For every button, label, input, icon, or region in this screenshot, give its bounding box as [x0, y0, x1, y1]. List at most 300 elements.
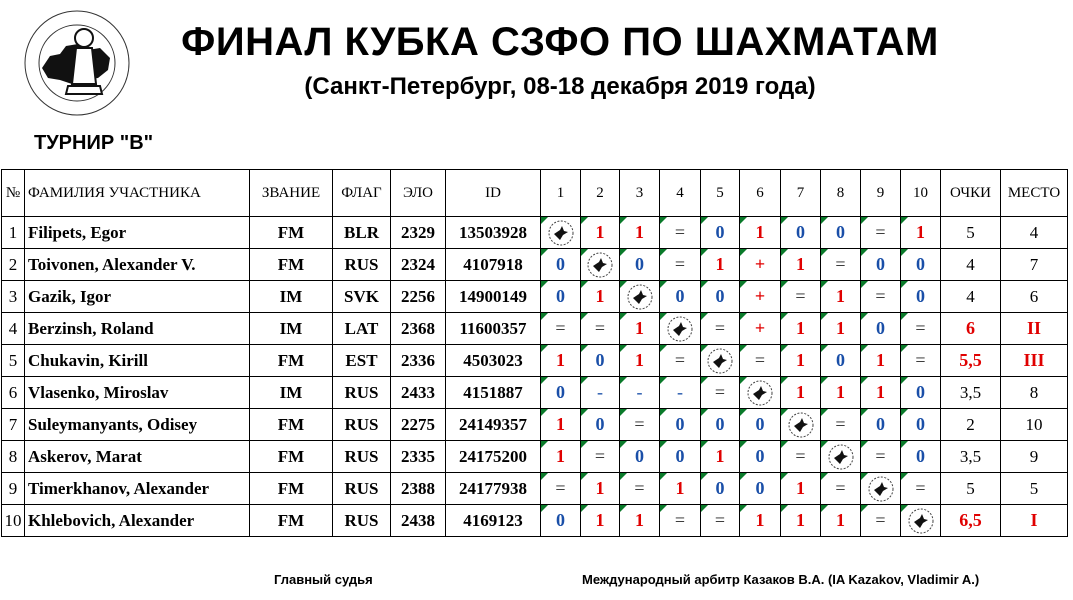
- corner-marker: [660, 249, 667, 256]
- corner-marker: [701, 345, 708, 352]
- corner-marker: [821, 249, 828, 256]
- player-flag: RUS: [333, 441, 391, 473]
- corner-marker: [901, 505, 908, 512]
- result-value: 1: [755, 222, 765, 242]
- result-value: 1: [675, 478, 685, 498]
- corner-marker: [821, 505, 828, 512]
- result-cell: [581, 505, 620, 537]
- player-title: IM: [250, 313, 333, 345]
- result-value: 1: [595, 286, 605, 306]
- result-cell: [861, 409, 901, 441]
- corner-marker: [660, 313, 667, 320]
- result-cell: [861, 313, 901, 345]
- corner-marker: [861, 473, 868, 480]
- player-flag: BLR: [333, 217, 391, 249]
- self-game-icon: [868, 476, 894, 502]
- result-cell: [781, 473, 821, 505]
- player-title: IM: [250, 377, 333, 409]
- result-value: 1: [595, 478, 605, 498]
- self-game-cell: [581, 249, 620, 281]
- result-value: 0: [556, 286, 565, 306]
- result-value: 1: [796, 478, 805, 498]
- result-cell: [541, 281, 581, 313]
- corner-marker: [740, 505, 747, 512]
- corner-marker: [541, 345, 548, 352]
- result-value: 1: [876, 350, 885, 370]
- corner-marker: [781, 249, 788, 256]
- self-game-cell: [861, 473, 901, 505]
- player-id: 4169123: [446, 505, 541, 537]
- player-elo: 2433: [391, 377, 446, 409]
- corner-marker: [581, 377, 588, 384]
- player-elo: 2335: [391, 441, 446, 473]
- result-cell: [541, 377, 581, 409]
- result-cell: [901, 473, 941, 505]
- result-cell: [620, 505, 660, 537]
- result-value: -: [597, 382, 603, 402]
- result-cell: [701, 505, 740, 537]
- corner-marker: [581, 473, 588, 480]
- result-cell: [581, 441, 620, 473]
- player-flag: RUS: [333, 249, 391, 281]
- result-cell: [620, 249, 660, 281]
- player-name: Toivonen, Alexander V.: [25, 249, 250, 281]
- player-points: 4: [941, 249, 1001, 281]
- result-value: 0: [715, 414, 725, 434]
- corner-marker: [861, 409, 868, 416]
- result-cell: [740, 473, 781, 505]
- player-title: FM: [250, 409, 333, 441]
- result-cell: [901, 249, 941, 281]
- row-num: 9: [2, 473, 25, 505]
- result-value: =: [555, 318, 566, 338]
- result-value: =: [915, 478, 926, 498]
- player-elo: 2275: [391, 409, 446, 441]
- result-value: 0: [755, 478, 765, 498]
- corner-marker: [861, 441, 868, 448]
- corner-marker: [620, 473, 627, 480]
- table-row: [2, 281, 1068, 313]
- corner-marker: [701, 313, 708, 320]
- player-id: 24149357: [446, 409, 541, 441]
- result-value: 0: [556, 382, 565, 402]
- player-elo: 2388: [391, 473, 446, 505]
- table-row: [2, 217, 1068, 249]
- corner-marker: [660, 441, 667, 448]
- result-cell: [660, 377, 701, 409]
- corner-marker: [541, 409, 548, 416]
- corner-marker: [861, 281, 868, 288]
- player-points: 5: [941, 473, 1001, 505]
- corner-marker: [781, 409, 788, 416]
- player-name: Khlebovich, Alexander: [25, 505, 250, 537]
- player-id: 4151887: [446, 377, 541, 409]
- row-num: 3: [2, 281, 25, 313]
- player-place: 7: [1001, 249, 1068, 281]
- player-name: Askerov, Marat: [25, 441, 250, 473]
- chief-arbiter-label: Главный судья: [274, 572, 373, 587]
- result-value: 1: [876, 382, 885, 402]
- player-place: 4: [1001, 217, 1068, 249]
- player-flag: RUS: [333, 473, 391, 505]
- result-cell: [861, 505, 901, 537]
- header-place: МЕСТО: [1001, 170, 1068, 217]
- self-game-icon: [788, 412, 814, 438]
- self-game-cell: [901, 505, 941, 537]
- corner-marker: [740, 441, 747, 448]
- player-place: 5: [1001, 473, 1068, 505]
- corner-marker: [740, 377, 747, 384]
- result-value: 0: [796, 222, 805, 242]
- player-title: FM: [250, 217, 333, 249]
- corner-marker: [541, 249, 548, 256]
- table-row: [2, 313, 1068, 345]
- result-cell: [901, 313, 941, 345]
- player-place: III: [1001, 345, 1068, 377]
- player-elo: 2329: [391, 217, 446, 249]
- result-cell: [821, 217, 861, 249]
- corner-marker: [581, 281, 588, 288]
- corner-marker: [541, 473, 548, 480]
- tournament-label: ТУРНИР "В": [34, 132, 154, 154]
- result-value: =: [594, 446, 606, 466]
- result-cell: [861, 281, 901, 313]
- self-game-cell: [740, 377, 781, 409]
- result-value: 1: [796, 318, 805, 338]
- corner-marker: [821, 217, 828, 224]
- corner-marker: [781, 473, 788, 480]
- result-cell: [660, 281, 701, 313]
- result-value: =: [915, 350, 926, 370]
- result-cell: [581, 217, 620, 249]
- player-points: 3,5: [941, 377, 1001, 409]
- result-cell: [740, 281, 781, 313]
- corner-marker: [821, 345, 828, 352]
- corner-marker: [541, 217, 548, 224]
- page-subtitle: (Санкт-Петербург, 08-18 декабря 2019 года): [304, 73, 816, 100]
- player-points: 2: [941, 409, 1001, 441]
- result-value: 0: [876, 318, 885, 338]
- corner-marker: [821, 313, 828, 320]
- result-cell: [620, 473, 660, 505]
- header-elo: ЭЛО: [391, 170, 446, 217]
- player-title: FM: [250, 249, 333, 281]
- player-points: 6,5: [941, 505, 1001, 537]
- corner-marker: [660, 505, 667, 512]
- result-value: 1: [836, 286, 845, 306]
- table-row: [2, 473, 1068, 505]
- player-name: Gazik, Igor: [25, 281, 250, 313]
- header-round: 9: [861, 170, 901, 217]
- result-value: -: [636, 382, 643, 402]
- result-value: 0: [876, 254, 885, 274]
- result-cell: [740, 249, 781, 281]
- corner-marker: [620, 377, 627, 384]
- result-value: 0: [675, 414, 685, 434]
- corner-marker: [581, 313, 588, 320]
- result-cell: [541, 313, 581, 345]
- result-value: 1: [755, 510, 765, 530]
- corner-marker: [541, 505, 548, 512]
- corner-marker: [781, 377, 788, 384]
- result-cell: [821, 313, 861, 345]
- result-value: =: [594, 318, 606, 338]
- result-cell: [781, 249, 821, 281]
- self-game-icon: [587, 252, 613, 278]
- player-title: FM: [250, 345, 333, 377]
- corner-marker: [781, 313, 788, 320]
- result-cell: [861, 377, 901, 409]
- chess-pawn-icon: [75, 29, 93, 47]
- result-value: 0: [916, 414, 925, 434]
- result-value: 1: [836, 510, 845, 530]
- header-round: 10: [901, 170, 941, 217]
- result-cell: [620, 217, 660, 249]
- header-points: ОЧКИ: [941, 170, 1001, 217]
- result-value: 1: [836, 382, 845, 402]
- header-flag: ФЛАГ: [333, 170, 391, 217]
- corner-marker: [901, 409, 908, 416]
- player-points: 6: [941, 313, 1001, 345]
- corner-marker: [901, 217, 908, 224]
- corner-marker: [541, 377, 548, 384]
- result-cell: [660, 217, 701, 249]
- corner-marker: [701, 505, 708, 512]
- corner-marker: [581, 409, 588, 416]
- self-game-icon: [828, 444, 854, 470]
- corner-marker: [821, 281, 828, 288]
- self-game-icon: [707, 348, 733, 374]
- corner-marker: [740, 217, 747, 224]
- player-flag: RUS: [333, 409, 391, 441]
- result-value: 1: [556, 350, 565, 370]
- result-cell: [541, 473, 581, 505]
- corner-marker: [901, 473, 908, 480]
- result-value: =: [835, 478, 846, 498]
- player-points: 5: [941, 217, 1001, 249]
- player-elo: 2368: [391, 313, 446, 345]
- result-cell: [660, 505, 701, 537]
- corner-marker: [581, 441, 588, 448]
- result-value: =: [835, 254, 846, 274]
- corner-marker: [660, 217, 667, 224]
- result-value: 0: [635, 254, 644, 274]
- crosstable: [1, 169, 1068, 537]
- player-title: IM: [250, 281, 333, 313]
- result-cell: [740, 217, 781, 249]
- corner-marker: [901, 377, 908, 384]
- player-id: 13503928: [446, 217, 541, 249]
- arbiter-name: Международный арбитр Казаков В.А. (IA Kazakov, Vladimir A.): [582, 572, 980, 587]
- result-value: =: [714, 510, 726, 530]
- result-cell: [581, 473, 620, 505]
- corner-marker: [620, 441, 627, 448]
- corner-marker: [620, 281, 627, 288]
- row-num: 1: [2, 217, 25, 249]
- result-cell: [701, 249, 740, 281]
- header-round: 7: [781, 170, 821, 217]
- result-cell: [701, 441, 740, 473]
- corner-marker: [901, 249, 908, 256]
- table-row: [2, 377, 1068, 409]
- corner-marker: [620, 505, 627, 512]
- result-cell: [901, 217, 941, 249]
- player-id: 24175200: [446, 441, 541, 473]
- corner-marker: [901, 441, 908, 448]
- result-value: 0: [635, 446, 644, 466]
- player-name: Chukavin, Kirill: [25, 345, 250, 377]
- result-value: 0: [876, 414, 885, 434]
- row-num: 7: [2, 409, 25, 441]
- result-value: =: [875, 510, 886, 530]
- result-cell: [901, 409, 941, 441]
- result-value: 1: [836, 318, 845, 338]
- result-value: +: [754, 286, 766, 306]
- result-value: 0: [836, 350, 845, 370]
- result-cell: [781, 505, 821, 537]
- corner-marker: [861, 313, 868, 320]
- header-round: 3: [620, 170, 660, 217]
- result-value: 1: [595, 222, 605, 242]
- corner-marker: [740, 345, 747, 352]
- result-value: 1: [556, 446, 565, 466]
- corner-marker: [861, 249, 868, 256]
- corner-marker: [660, 377, 667, 384]
- result-cell: [781, 441, 821, 473]
- corner-marker: [781, 281, 788, 288]
- player-id: 11600357: [446, 313, 541, 345]
- corner-marker: [821, 409, 828, 416]
- result-value: 1: [556, 414, 565, 434]
- corner-marker: [701, 473, 708, 480]
- player-points: 4: [941, 281, 1001, 313]
- corner-marker: [901, 345, 908, 352]
- player-place: 6: [1001, 281, 1068, 313]
- self-game-icon: [548, 220, 574, 246]
- result-cell: [541, 409, 581, 441]
- corner-marker: [701, 249, 708, 256]
- player-points: 5,5: [941, 345, 1001, 377]
- player-flag: RUS: [333, 505, 391, 537]
- self-game-cell: [821, 441, 861, 473]
- federation-logo: [22, 8, 132, 118]
- result-cell: [620, 313, 660, 345]
- player-points: 3,5: [941, 441, 1001, 473]
- result-value: =: [835, 414, 846, 434]
- result-cell: [861, 217, 901, 249]
- corner-marker: [781, 217, 788, 224]
- result-value: 0: [595, 350, 605, 370]
- result-value: =: [875, 286, 886, 306]
- result-cell: [861, 441, 901, 473]
- row-num: 2: [2, 249, 25, 281]
- result-cell: [781, 345, 821, 377]
- result-value: 0: [595, 414, 605, 434]
- player-id: 24177938: [446, 473, 541, 505]
- result-cell: [660, 345, 701, 377]
- result-value: 1: [635, 222, 644, 242]
- corner-marker: [821, 473, 828, 480]
- player-place: II: [1001, 313, 1068, 345]
- result-value: 0: [916, 286, 925, 306]
- player-flag: LAT: [333, 313, 391, 345]
- corner-marker: [821, 377, 828, 384]
- table-row: [2, 441, 1068, 473]
- row-num: 6: [2, 377, 25, 409]
- result-cell: [701, 409, 740, 441]
- self-game-icon: [908, 508, 934, 534]
- result-cell: [541, 441, 581, 473]
- result-value: 1: [715, 254, 725, 274]
- self-game-cell: [541, 217, 581, 249]
- result-value: 0: [675, 446, 685, 466]
- player-name: Filipets, Egor: [25, 217, 250, 249]
- result-value: =: [634, 414, 645, 434]
- corner-marker: [660, 473, 667, 480]
- corner-marker: [901, 313, 908, 320]
- corner-marker: [781, 505, 788, 512]
- result-cell: [620, 441, 660, 473]
- result-value: 1: [796, 350, 805, 370]
- corner-marker: [861, 505, 868, 512]
- result-cell: [581, 345, 620, 377]
- result-value: 1: [635, 510, 644, 530]
- corner-marker: [541, 441, 548, 448]
- result-cell: [541, 345, 581, 377]
- player-title: FM: [250, 473, 333, 505]
- corner-marker: [781, 441, 788, 448]
- result-value: 0: [916, 254, 925, 274]
- result-cell: [620, 377, 660, 409]
- result-cell: [660, 441, 701, 473]
- result-value: =: [555, 478, 566, 498]
- corner-marker: [861, 217, 868, 224]
- result-cell: [740, 313, 781, 345]
- result-value: 1: [796, 254, 805, 274]
- player-title: FM: [250, 441, 333, 473]
- result-cell: [660, 409, 701, 441]
- self-game-cell: [781, 409, 821, 441]
- self-game-cell: [660, 313, 701, 345]
- result-value: =: [674, 222, 686, 242]
- corner-marker: [701, 217, 708, 224]
- result-value: 0: [755, 446, 765, 466]
- result-value: 0: [755, 414, 765, 434]
- result-cell: [541, 249, 581, 281]
- corner-marker: [740, 281, 747, 288]
- result-cell: [901, 377, 941, 409]
- result-cell: [660, 473, 701, 505]
- corner-marker: [701, 281, 708, 288]
- corner-marker: [620, 313, 627, 320]
- player-elo: 2256: [391, 281, 446, 313]
- header-name: ФАМИЛИЯ УЧАСТНИКА: [25, 170, 250, 217]
- player-elo: 2324: [391, 249, 446, 281]
- header-round: 1: [541, 170, 581, 217]
- player-id: 14900149: [446, 281, 541, 313]
- result-cell: [861, 345, 901, 377]
- result-cell: [901, 441, 941, 473]
- corner-marker: [740, 249, 747, 256]
- player-flag: RUS: [333, 377, 391, 409]
- result-cell: [781, 217, 821, 249]
- row-num: 4: [2, 313, 25, 345]
- header-round: 6: [740, 170, 781, 217]
- result-value: +: [754, 318, 766, 338]
- corner-marker: [660, 409, 667, 416]
- corner-marker: [581, 505, 588, 512]
- corner-marker: [740, 313, 747, 320]
